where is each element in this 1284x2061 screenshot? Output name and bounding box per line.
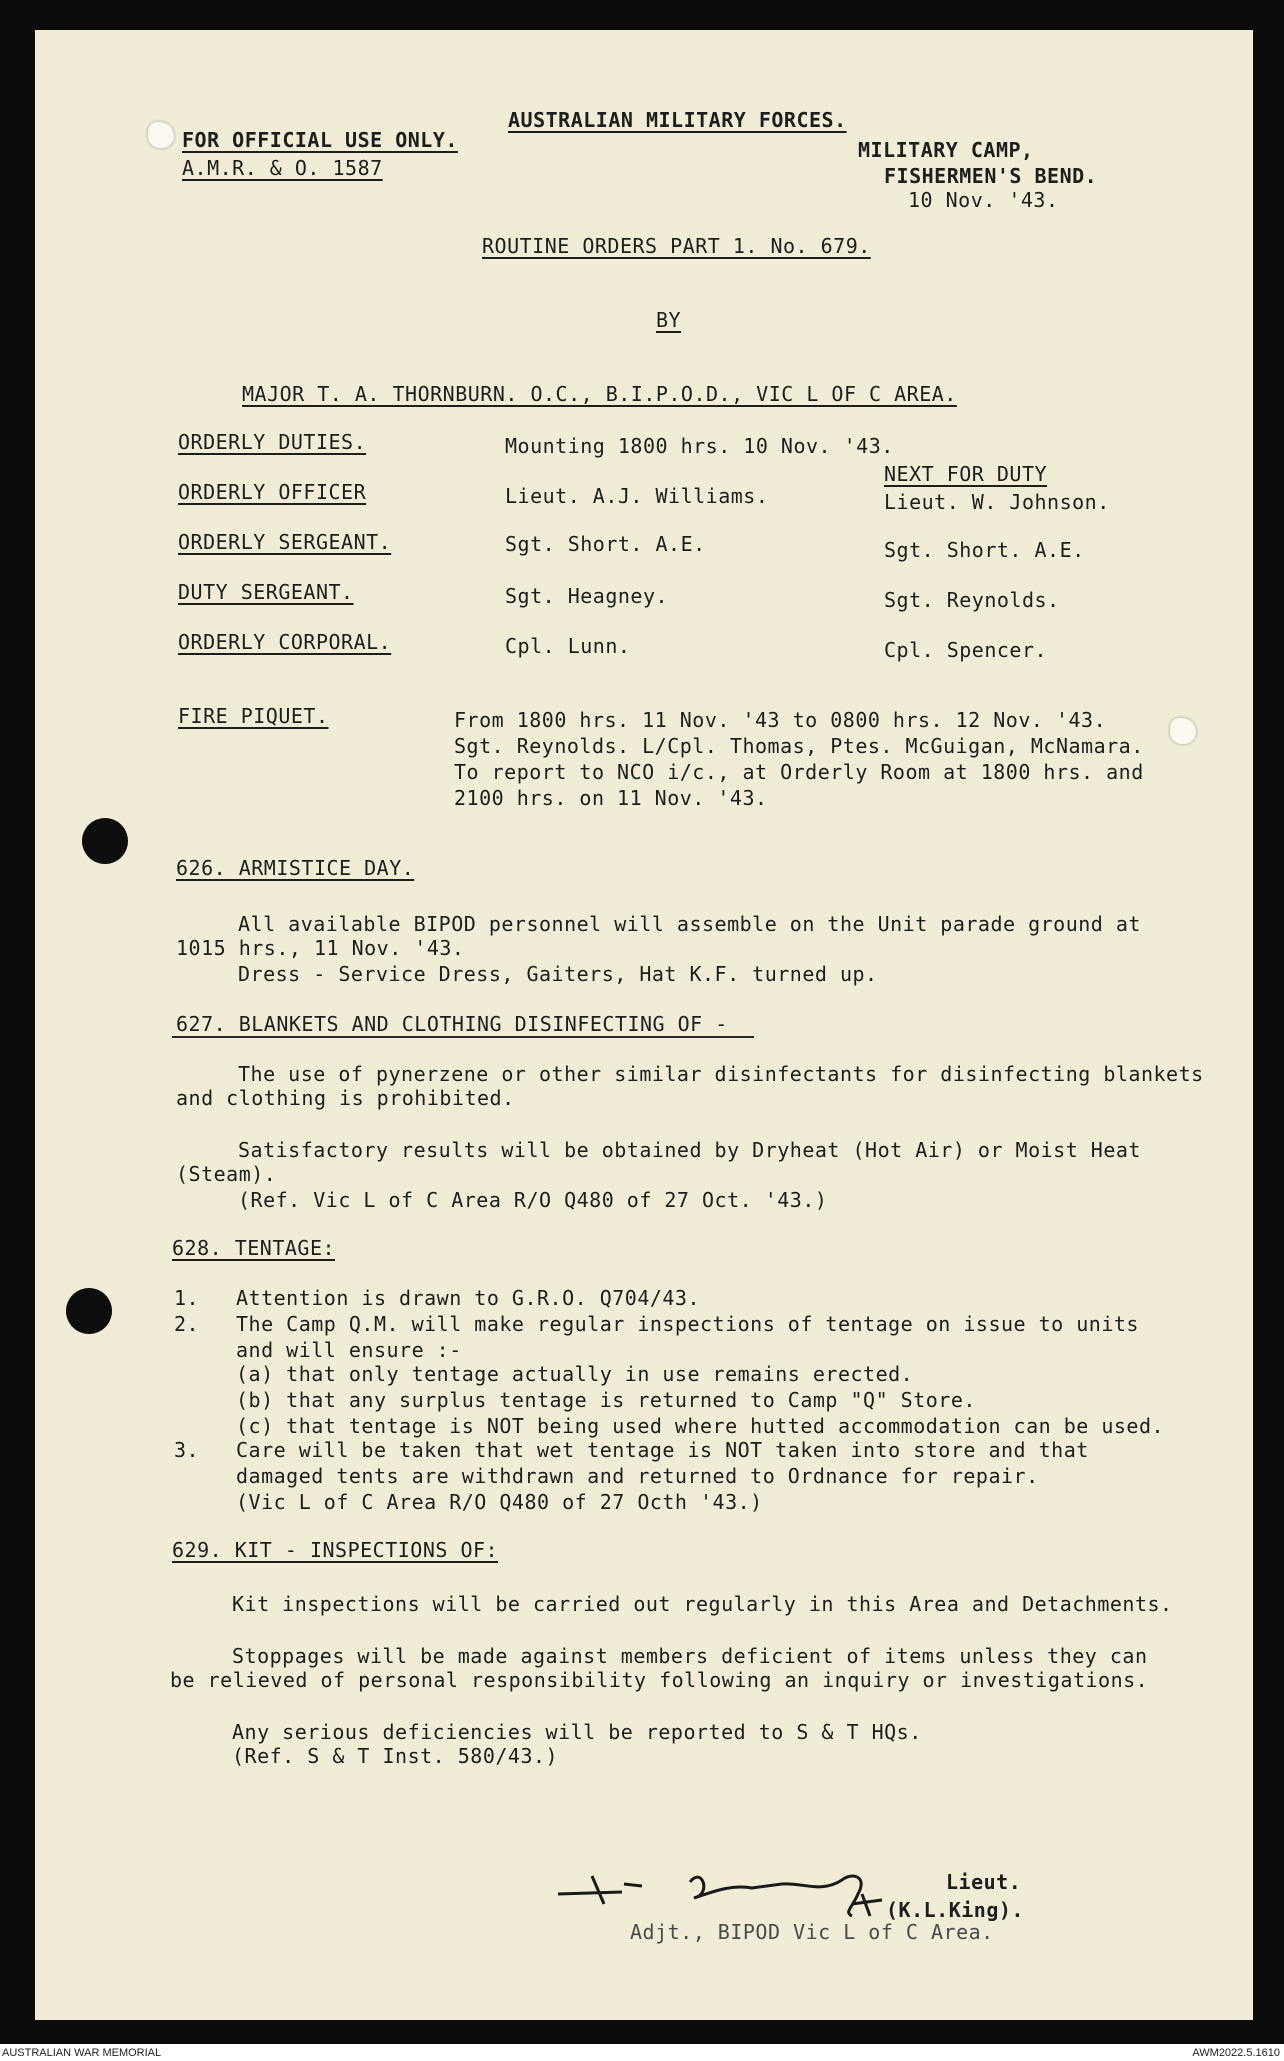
section-629-line: Any serious deficiencies will be reported to S & T HQs. — [232, 1720, 922, 1744]
signatory-rank: Lieut. — [946, 1870, 1022, 1894]
camp-line-2: FISHERMEN'S BEND. — [884, 164, 1098, 188]
page-title: ROUTINE ORDERS PART 1. No. 679. — [482, 234, 871, 258]
section-627-rule — [172, 1036, 754, 1038]
paper-tear-right — [1170, 718, 1196, 744]
handwritten-signature — [552, 1854, 932, 1924]
section-628-line: (c) that tentage is NOT being used where hutted accommodation can be used. — [236, 1414, 1165, 1438]
footer-accession-number: AWM2022.5.1610 — [1192, 2047, 1280, 2059]
force-heading: AUSTRALIAN MILITARY FORCES. — [508, 108, 847, 132]
signatory-name: (K.L.King). — [886, 1898, 1024, 1922]
section-628-number: 1. — [174, 1286, 200, 1310]
section-627-heading: 627. BLANKETS AND CLOTHING DISINFECTING OF - — [176, 1012, 728, 1036]
section-628-line: (Vic L of C Area R/O Q480 of 27 Octh '43.) — [236, 1490, 763, 1514]
duty-current: Sgt. Short. A.E. — [505, 532, 706, 556]
section-626-heading: 626. ARMISTICE DAY. — [176, 856, 415, 880]
duties-mounting: Mounting 1800 hrs. 10 Nov. '43. — [505, 434, 894, 458]
signatory-appointment: Adjt., BIPOD Vic L of C Area. — [630, 1920, 994, 1944]
duty-current: Sgt. Heagney. — [505, 584, 669, 608]
duty-next: Sgt. Short. A.E. — [884, 538, 1085, 562]
duty-role: ORDERLY CORPORAL. — [178, 630, 392, 654]
section-626-line: 1015 hrs., 11 Nov. '43. — [176, 936, 465, 960]
by-label: BY — [656, 308, 682, 332]
section-626-line: All available BIPOD personnel will assemble on the Unit parade ground at — [238, 912, 1141, 936]
section-628-number: 2. — [174, 1312, 200, 1336]
duty-role: ORDERLY OFFICER — [178, 480, 367, 504]
reference-number: A.M.R. & O. 1587 — [182, 156, 383, 180]
duty-current: Cpl. Lunn. — [505, 634, 631, 658]
section-628-number: 3. — [174, 1438, 200, 1462]
duty-next: Cpl. Spencer. — [884, 638, 1048, 662]
fire-piquet-line: Sgt. Reynolds. L/Cpl. Thomas, Ptes. McGuigan, McNamara. — [454, 734, 1144, 758]
section-628-line: (b) that any surplus tentage is returned to Camp "Q" Store. — [236, 1388, 976, 1412]
section-627-line: (Steam). — [176, 1162, 277, 1186]
duty-role: DUTY SERGEANT. — [178, 580, 354, 604]
section-629-heading: 629. KIT - INSPECTIONS OF: — [172, 1538, 499, 1562]
section-626-line: Dress - Service Dress, Gaiters, Hat K.F. turned up. — [238, 962, 878, 986]
section-628-heading: 628. TENTAGE: — [172, 1236, 336, 1260]
punch-hole-bottom — [66, 1288, 112, 1334]
fire-piquet-line: 2100 hrs. on 11 Nov. '43. — [454, 786, 768, 810]
punch-hole-top — [82, 818, 128, 864]
duty-role: ORDERLY SERGEANT. — [178, 530, 392, 554]
section-629-line: Kit inspections will be carried out regularly in this Area and Detachments. — [232, 1592, 1173, 1616]
section-627-line: Satisfactory results will be obtained by Dryheat (Hot Air) or Moist Heat — [238, 1138, 1141, 1162]
paper-tear-top-left — [148, 122, 174, 148]
camp-line-1: MILITARY CAMP, — [858, 138, 1034, 162]
section-627-line: The use of pynerzene or other similar disinfectants for disinfecting blankets — [238, 1062, 1204, 1086]
section-628-line: and will ensure :- — [236, 1338, 462, 1362]
section-627-line: and clothing is prohibited. — [176, 1086, 515, 1110]
section-628-line: The Camp Q.M. will make regular inspections of tentage on issue to units — [236, 1312, 1139, 1336]
order-date: 10 Nov. '43. — [908, 188, 1059, 212]
duty-current: Lieut. A.J. Williams. — [505, 484, 769, 508]
classification: FOR OFFICIAL USE ONLY. — [182, 128, 458, 152]
section-629-line: Stoppages will be made against members deficient of items unless they can — [232, 1644, 1148, 1668]
section-628-line: damaged tents are withdrawn and returned to Ordnance for repair. — [236, 1464, 1039, 1488]
duty-next: Sgt. Reynolds. — [884, 588, 1060, 612]
duty-next: Lieut. W. Johnson. — [884, 490, 1110, 514]
section-629-line: (Ref. S & T Inst. 580/43.) — [232, 1744, 559, 1768]
section-628-line: Care will be taken that wet tentage is NOT taken into store and that — [236, 1438, 1089, 1462]
section-628-line: (a) that only tentage actually in use remains erected. — [236, 1362, 914, 1386]
section-627-line: (Ref. Vic L of C Area R/O Q480 of 27 Oct. '43.) — [238, 1188, 828, 1212]
duties-heading: ORDERLY DUTIES. — [178, 430, 367, 454]
issuer-line: MAJOR T. A. THORNBURN. O.C., B.I.P.O.D., VIC L OF C AREA. — [242, 382, 957, 406]
fire-piquet-line: From 1800 hrs. 11 Nov. '43 to 0800 hrs. 12 Nov. '43. — [454, 708, 1107, 732]
next-for-duty-heading: NEXT FOR DUTY — [884, 462, 1048, 486]
section-629-line: be relieved of personal responsibility following an inquiry or investigations. — [170, 1668, 1149, 1692]
fire-piquet-line: To report to NCO i/c., at Orderly Room at 1800 hrs. and — [454, 760, 1144, 784]
footer-source: AUSTRALIAN WAR MEMORIAL — [2, 2047, 162, 2059]
section-628-line: Attention is drawn to G.R.O. Q704/43. — [236, 1286, 701, 1310]
fire-piquet-heading: FIRE PIQUET. — [178, 704, 329, 728]
